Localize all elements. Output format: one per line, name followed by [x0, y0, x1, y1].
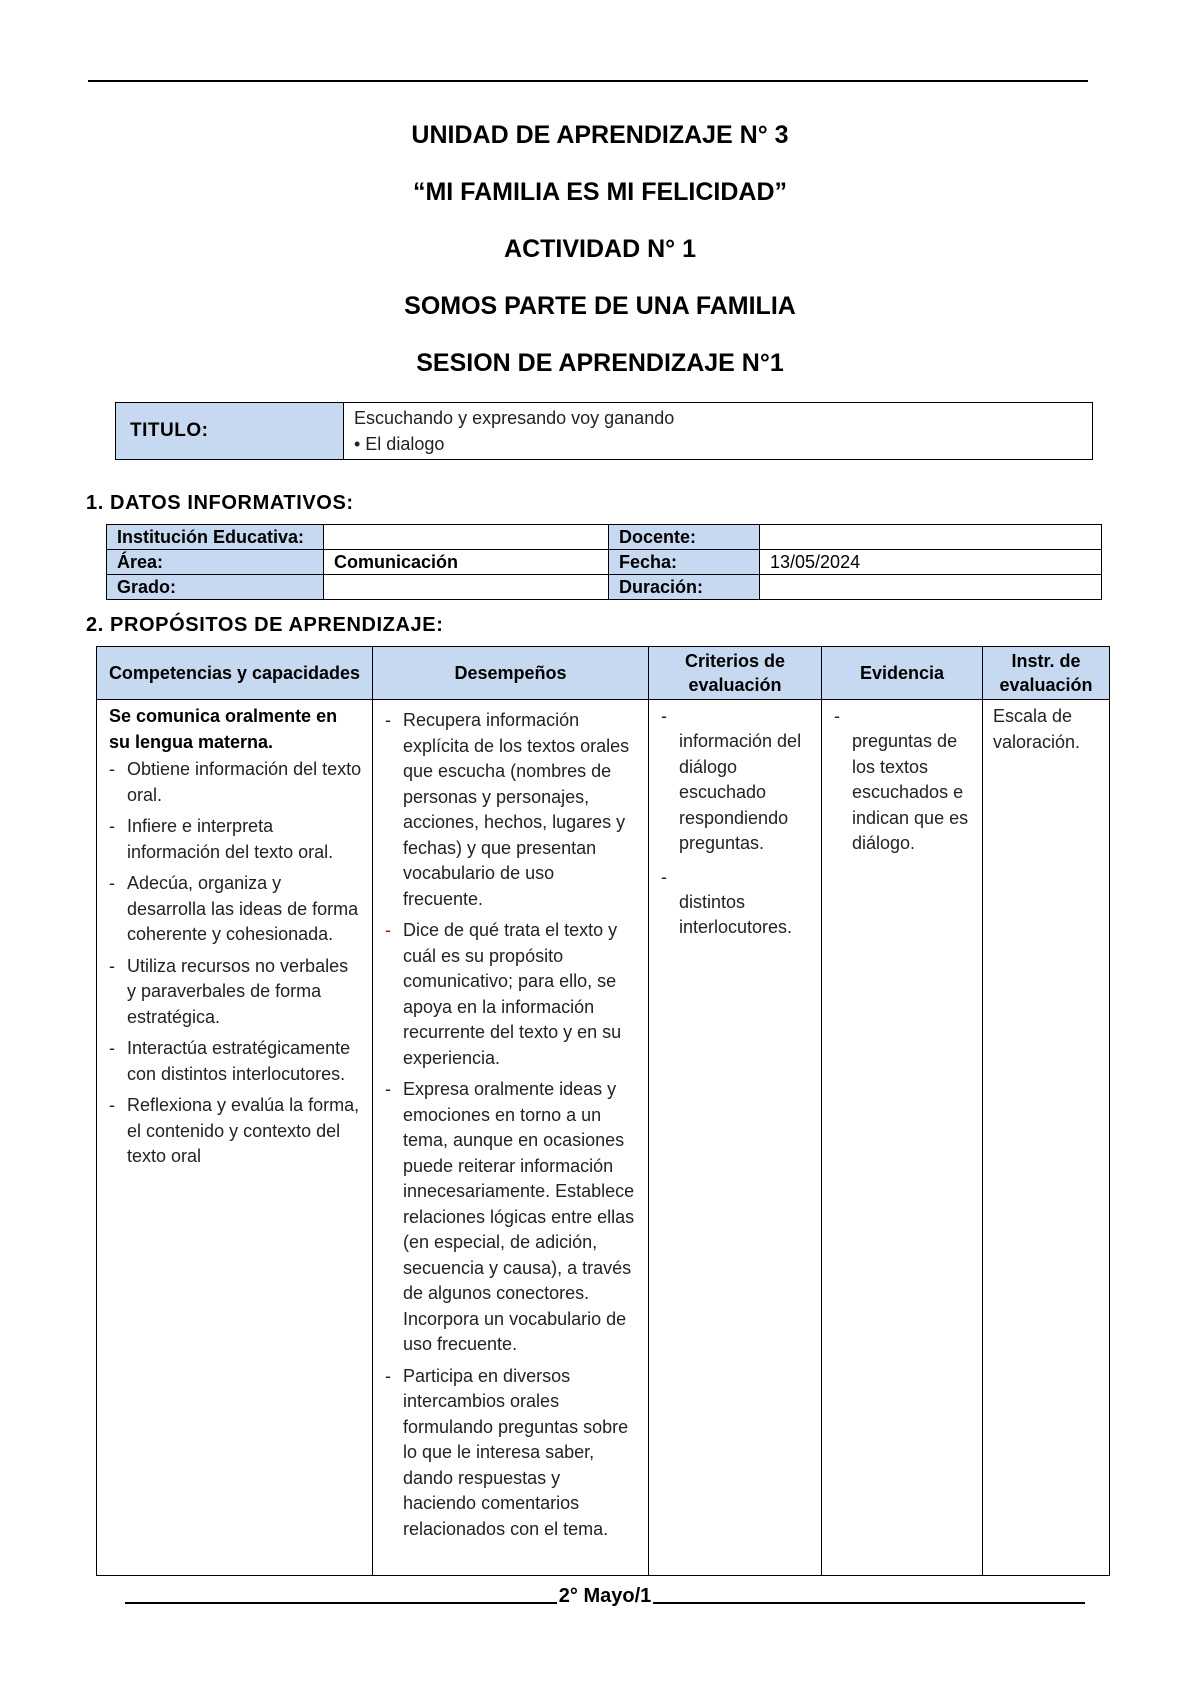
docente-value [760, 525, 1102, 550]
propositos-table [96, 646, 1110, 1576]
list-item: - Utiliza recursos no verbales y paraverbales de forma estratégica. [109, 954, 362, 1031]
evidencia-cell [822, 700, 983, 1576]
header-competencias: Competencias y capacidades [97, 647, 373, 700]
competencias-cell [97, 700, 373, 1576]
desempenos-list [385, 708, 638, 1542]
list-item [661, 865, 811, 941]
competencia-lead: Se comunica oralmente en su lengua materna. [109, 706, 338, 752]
institucion-label: Institución Educativa: [107, 525, 324, 550]
list-item: - Recupera información explícita de los textos orales que escucha (nombres de personas y personajes, acciones, hechos, lugares y fechas) y que presentan vocabulario de uso frecuente. [385, 708, 638, 912]
titulo-value [344, 403, 1093, 460]
page-footer [125, 1585, 1085, 1608]
desempenos-cell [373, 700, 649, 1576]
footer-rule-left [125, 1602, 557, 1604]
header-rule [88, 80, 1088, 82]
grado-label: Grado: [107, 575, 324, 600]
header-desempenos: Desempeños [373, 647, 649, 700]
instrumento-cell: Escala de valoración. [983, 700, 1110, 1576]
titulo-label: TITULO: [116, 403, 344, 460]
unit-title: UNIDAD DE APRENDIZAJE N° 3 [411, 121, 789, 149]
footer-rule-right [653, 1602, 1085, 1604]
list-item: - Expresa oralmente ideas y emociones en torno a un tema, aunque en ocasiones puede reiterar información innecesariamente. Establece relaciones lógicas entre ellas (en especial, de adición, secuencia y causa), a través de algunos conectores. Incorpora un vocabulario de uso frecuente. [385, 1077, 638, 1358]
header-criterios: Criterios de evaluación [649, 647, 822, 700]
titulo-line-1: Escuchando y expresando voy ganando [354, 408, 675, 428]
topic-title: SOMOS PARTE DE UNA FAMILIA [404, 292, 796, 320]
table-row [107, 550, 1102, 575]
dash-icon: - [834, 706, 840, 726]
duracion-label: Duración: [609, 575, 760, 600]
table-row [107, 575, 1102, 600]
table-row [97, 700, 1110, 1576]
institucion-value [324, 525, 609, 550]
header-evidencia: Evidencia [822, 647, 983, 700]
evidencia-text: preguntas de los textos escuchados e indican que es diálogo. [852, 731, 969, 853]
list-item [834, 704, 972, 857]
table-row [107, 525, 1102, 550]
footer-text: 2° Mayo/1 [558, 1585, 652, 1607]
header-instrumento: Instr. de evaluación [983, 647, 1110, 700]
list-item: - Interactúa estratégicamente con distintos interlocutores. [109, 1036, 362, 1087]
dash-icon: - [661, 866, 667, 887]
list-item: - Participa en diversos intercambios orales formulando preguntas sobre lo que le interesa saber, dando respuestas y haciendo comentarios relacionados con el tema. [385, 1364, 638, 1543]
criterio-text: información del diálogo escuchado respondiendo preguntas. [679, 731, 802, 853]
criterios-cell [649, 700, 822, 1576]
area-label: Área: [107, 550, 324, 575]
capacidades-list [109, 757, 362, 1170]
fecha-label: Fecha: [609, 550, 760, 575]
criterio-text: distintos interlocutores. [679, 891, 793, 937]
motto-title: “MI FAMILIA ES MI FELICIDAD” [412, 178, 788, 206]
list-item [661, 704, 811, 857]
list-item: - Adecúa, organiza y desarrolla las ideas de forma coherente y cohesionada. [109, 871, 362, 948]
propositos-heading: 2. PROPÓSITOS DE APRENDIZAJE: [86, 614, 444, 636]
document-titles [0, 115, 1200, 400]
docente-label: Docente: [609, 525, 760, 550]
area-value: Comunicación [324, 550, 609, 575]
titulo-line-2: • El dialogo [354, 434, 445, 454]
fecha-value: 13/05/2024 [760, 550, 1102, 575]
grado-value [324, 575, 609, 600]
datos-table [106, 524, 1102, 600]
titulo-table [115, 402, 1093, 460]
table-header-row [97, 647, 1110, 700]
list-item: - Dice de qué trata el texto y cuál es su propósito comunicativo; para ello, se apoya en la información recurrente del texto y en su experiencia. [385, 918, 638, 1071]
session-title: SESION DE APRENDIZAJE N°1 [416, 349, 784, 377]
list-item: - Reflexiona y evalúa la forma, el contenido y contexto del texto oral [109, 1093, 362, 1170]
dash-icon: - [661, 706, 667, 726]
activity-title: ACTIVIDAD N° 1 [504, 235, 696, 263]
duracion-value [760, 575, 1102, 600]
list-item: - Obtiene información del texto oral. [109, 757, 362, 808]
datos-heading: 1. DATOS INFORMATIVOS: [86, 492, 354, 514]
list-item: - Infiere e interpreta información del texto oral. [109, 814, 362, 865]
